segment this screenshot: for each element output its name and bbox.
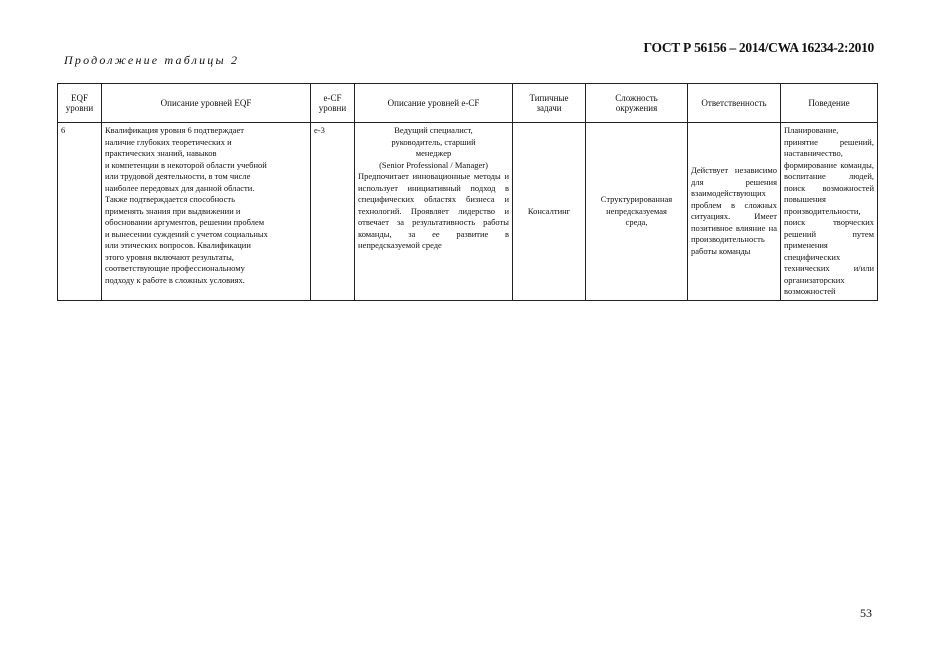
table-header-row <box>58 84 878 123</box>
typical-tasks-cell: Консалтинг <box>513 123 586 301</box>
eqf-level-cell: 6 <box>58 123 102 301</box>
col-header-typical-tasks: Типичные задачи <box>513 84 586 123</box>
competence-levels-table <box>57 83 878 301</box>
col-header-complexity: Сложность окружения <box>586 84 688 123</box>
ecf-description-cell <box>355 123 513 301</box>
table-continuation-caption: Продолжение таблицы 2 <box>64 53 240 67</box>
col-header-eqf-level: EQF уровни <box>58 84 102 123</box>
ecf-level-cell: e-3 <box>311 123 355 301</box>
document-code: ГОСТ Р 56156 – 2014/CWA 16234-2:2010 <box>643 40 874 55</box>
table-row <box>58 123 878 301</box>
col-header-behaviour: Поведение <box>781 84 878 123</box>
complexity-cell: Структурированная непредсказуемая среда, <box>586 123 688 301</box>
responsibility-cell: Действует независимо для решения взаимодействующих проблем в сложных ситуациях. Имеет позитивное влияние на производительность работы команды <box>688 123 781 301</box>
col-header-responsibility: Ответственность <box>688 84 781 123</box>
ecf-description-title: Ведущий специалист, руководитель, старший менеджер (Senior Professional / Manager) <box>379 125 488 170</box>
col-header-ecf-level: e-CF уровни <box>311 84 355 123</box>
eqf-description-cell: Квалификация уровня 6 подтверждает наличие глубоких теоретических и практических знаний, навыков и компетенции в некоторой области учебной или трудовой деятельности, в том числе наиболее передовых для данной области. Также подтверждается способность применять знания при выдвижении и обосновании аргументов, решении проблем и вынесении суждений с учетом социальных или этических вопросов. Квалификации этого уровня включают результаты, соответствующие профессиональному подходу к работе в сложных условиях. <box>102 123 311 301</box>
behaviour-cell: Планирование, принятие решений, наставничество, формирование команды, воспитание людей, поиск возможностей повышения производительности, поиск творческих решений путем применения специфических технических и/или организаторских возможностей <box>781 123 878 301</box>
ecf-description-body: Предпочитает инновационные методы и использует инициативный подход в специфических областях бизнеса и технологий. Проявляет лидерство и отвечает за результативность работы команды, за ее развитие в непредсказуемой среде <box>358 171 509 250</box>
page-number: 53 <box>860 606 872 620</box>
col-header-eqf-description: Описание уровней EQF <box>102 84 311 123</box>
col-header-ecf-description: Описание уровней e-CF <box>355 84 513 123</box>
